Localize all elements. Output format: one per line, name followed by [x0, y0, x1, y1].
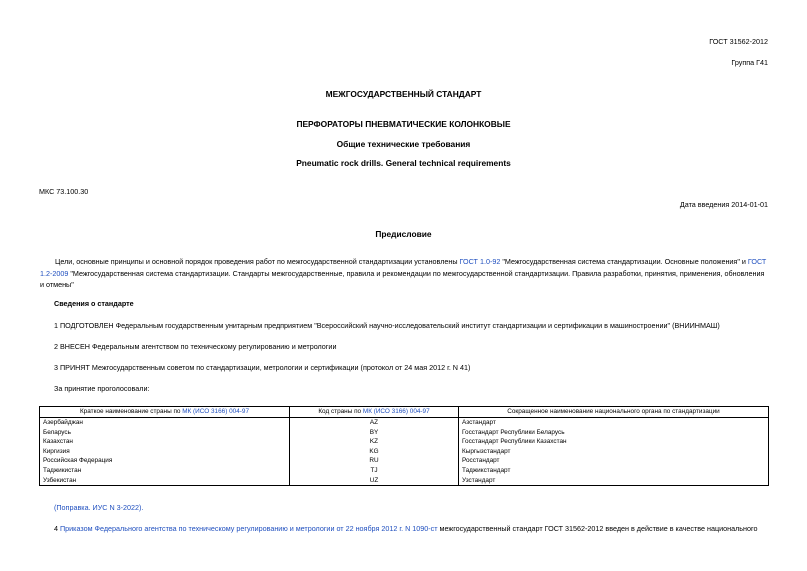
- table-row: [40, 466, 769, 476]
- document-code: ГОСТ 31562-2012: [709, 37, 768, 46]
- standard-heading: МЕЖГОСУДАРСТВЕННЫЙ СТАНДАРТ: [325, 89, 482, 99]
- mk-iso-link[interactable]: МК (ИСО 3166) 004-97: [182, 408, 250, 416]
- mk-iso-link[interactable]: МК (ИСО 3166) 004-97: [362, 408, 430, 416]
- table-row: [40, 437, 769, 447]
- item-4-prefix: 4: [54, 524, 60, 533]
- country-cell: Узбекистан: [40, 476, 290, 486]
- order-link[interactable]: Приказом Федерального агентства по техническому регулированию и метрологии от 22 ноября 2012 г. N 1090-ст: [60, 524, 438, 533]
- table-row: [40, 476, 769, 486]
- body-cell: Росстандарт: [459, 456, 769, 466]
- country-cell: Беларусь: [40, 428, 290, 438]
- foreword-heading: Предисловие: [375, 229, 432, 239]
- document-title: ПЕРФОРАТОРЫ ПНЕВМАТИЧЕСКИЕ КОЛОНКОВЫЕ: [296, 119, 511, 129]
- voting-table: [39, 406, 769, 486]
- body-cell: Таджикстандарт: [459, 466, 769, 476]
- code-cell: KG: [290, 447, 459, 457]
- info-heading: Сведения о стандарте: [54, 299, 134, 308]
- mks-code: МКС 73.100.30: [39, 187, 89, 196]
- code-cell: AZ: [290, 418, 459, 428]
- table-header-row: [40, 407, 769, 418]
- country-cell: Российская Федерация: [40, 456, 290, 466]
- code-cell: TJ: [290, 466, 459, 476]
- country-cell: Киргизия: [40, 447, 290, 457]
- intro-date: Дата введения 2014-01-01: [679, 200, 768, 209]
- code-cell: UZ: [290, 476, 459, 486]
- body-cell: Азстандарт: [459, 418, 769, 428]
- body-cell: Узстандарт: [459, 476, 769, 486]
- foreword-text-mid: "Межгосударственная система стандартизации. Основные положения" и: [500, 257, 748, 266]
- table-row: [40, 418, 769, 428]
- gost-1-0-link[interactable]: ГОСТ 1.0-92: [459, 257, 501, 266]
- gost-1-2-link[interactable]: ГОСТ 1.2-2009: [40, 257, 767, 278]
- english-title: Pneumatic rock drills. General technical requirements: [296, 158, 511, 168]
- header-body: Сокращенное наименование национального органа по стандартизации: [459, 407, 769, 418]
- document-subtitle: Общие технические требования: [336, 139, 471, 149]
- body-cell: Кыргызстандарт: [459, 447, 769, 457]
- info-item-4: [54, 524, 757, 533]
- country-cell: Азербайджан: [40, 418, 290, 428]
- table-row: [40, 456, 769, 466]
- table-row: [40, 447, 769, 457]
- table-row: [40, 428, 769, 438]
- code-cell: BY: [290, 428, 459, 438]
- body-cell: Госстандарт Республики Беларусь: [459, 428, 769, 438]
- group-label: Группа Г41: [731, 58, 768, 67]
- foreword-paragraph: [40, 256, 768, 291]
- header-code: Код страны по МК (ИСО 3166) 004-97: [290, 407, 459, 418]
- voted-label: За принятие проголосовали:: [54, 384, 150, 393]
- info-item-2: 2 ВНЕСЕН Федеральным агентством по техническому регулированию и метрологии: [54, 342, 337, 351]
- amendment-link[interactable]: (Поправка. ИУС N 3-2022).: [54, 503, 144, 512]
- foreword-text-end: "Межгосударственная система стандартизации. Стандарты межгосударственные, правила и рекомендации по межгосударственной стандартизации. Правила разработки, принятия, применения, обновления и отмены": [40, 268, 765, 290]
- code-cell: RU: [290, 456, 459, 466]
- country-cell: Таджикистан: [40, 466, 290, 476]
- item-4-text: межгосударственный стандарт ГОСТ 31562-2012 введен в действие в качестве национального: [437, 524, 758, 533]
- country-cell: Казахстан: [40, 437, 290, 447]
- info-item-1: 1 ПОДГОТОВЛЕН Федеральным государственным унитарным предприятием "Всероссийский научно-исследовательский институт стандартизации и сертификации в машиностроении" (ВНИИНМАШ): [54, 321, 720, 330]
- body-cell: Госстандарт Республики Казахстан: [459, 437, 769, 447]
- code-cell: KZ: [290, 437, 459, 447]
- info-item-3: 3 ПРИНЯТ Межгосударственным советом по стандартизации, метрологии и сертификации (протокол от 24 мая 2012 г. N 41): [54, 363, 471, 372]
- foreword-text-start: Цели, основные принципы и основной порядок проведения работ по межгосударственной стандартизации установлены: [55, 257, 460, 266]
- header-country: Краткое наименование страны по МК (ИСО 3166) 004-97: [40, 407, 290, 418]
